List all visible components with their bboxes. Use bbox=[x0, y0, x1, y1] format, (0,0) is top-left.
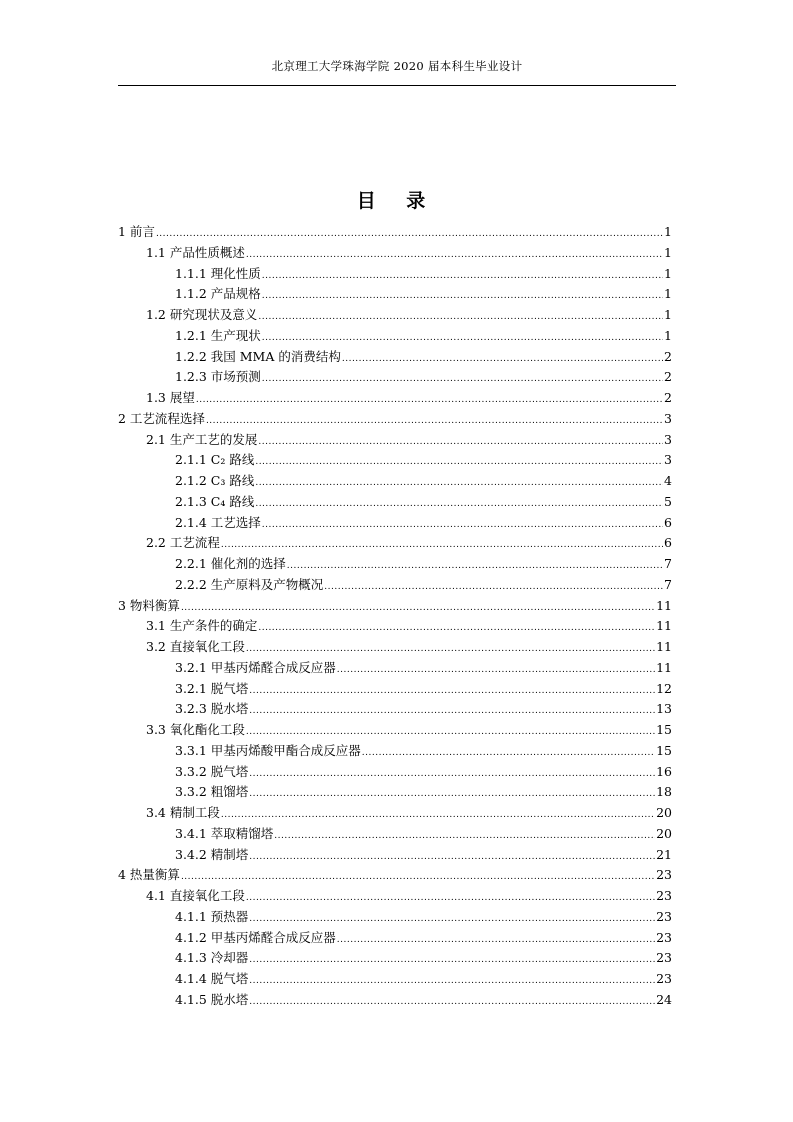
toc-dot-leader bbox=[342, 349, 663, 370]
toc-dot-leader bbox=[258, 432, 663, 453]
toc-dot-leader bbox=[249, 909, 655, 930]
toc-page-number: 23 bbox=[656, 929, 672, 945]
toc-dot-leader bbox=[246, 639, 655, 660]
toc-entry-label: 1.2.1 生产现状 bbox=[175, 327, 261, 343]
toc-page-number: 20 bbox=[656, 805, 672, 820]
toc-entry[interactable] bbox=[118, 388, 672, 409]
toc-entry[interactable] bbox=[118, 990, 672, 1011]
toc-entry[interactable] bbox=[118, 928, 672, 949]
toc-page-number: 2 bbox=[664, 369, 672, 385]
toc-entry[interactable] bbox=[118, 554, 672, 575]
toc-page-number: 7 bbox=[664, 576, 672, 592]
toc-page-number: 2 bbox=[664, 348, 672, 364]
toc-entry-label: 1 前言 bbox=[118, 224, 155, 239]
toc-dot-leader bbox=[274, 826, 655, 847]
toc-entry-label: 3.2.1 甲基丙烯醛合成反应器 bbox=[175, 659, 336, 675]
toc-dot-leader bbox=[206, 411, 663, 432]
toc-dot-leader bbox=[249, 701, 655, 722]
toc-entry[interactable] bbox=[118, 845, 672, 866]
toc-dot-leader bbox=[249, 992, 655, 1013]
toc-entry[interactable] bbox=[118, 616, 672, 637]
toc-page-number: 23 bbox=[656, 908, 672, 924]
toc-entry-label: 2.1.1 C₂ 路线 bbox=[175, 452, 255, 468]
toc-dot-leader bbox=[249, 847, 655, 868]
toc-entry-label: 1.3 展望 bbox=[146, 390, 195, 405]
toc-entry-label: 1.2 研究现状及意义 bbox=[146, 307, 258, 322]
toc-entry[interactable] bbox=[118, 679, 672, 700]
toc-page-number: 23 bbox=[656, 888, 672, 903]
toc-dot-leader bbox=[255, 473, 663, 494]
toc-dot-leader bbox=[262, 328, 663, 349]
toc-entry-label: 1.1.1 理化性质 bbox=[175, 265, 261, 281]
page-title: 目 录 bbox=[356, 190, 438, 212]
toc-page-number: 1 bbox=[664, 286, 672, 302]
toc-dot-leader bbox=[258, 618, 655, 639]
toc-entry-label: 2.1.3 C₄ 路线 bbox=[175, 493, 255, 509]
toc-entry[interactable] bbox=[118, 243, 672, 264]
toc-entry-label: 4 热量衡算 bbox=[118, 867, 180, 883]
toc-dot-leader bbox=[255, 494, 663, 515]
toc-page-number: 3 bbox=[664, 410, 672, 426]
toc-page-number: 4 bbox=[664, 473, 672, 488]
header-divider bbox=[118, 85, 676, 86]
toc-page-number: 1 bbox=[664, 224, 672, 239]
toc-dot-leader bbox=[156, 224, 663, 245]
toc-entry-label: 3 物料衡算 bbox=[118, 597, 180, 613]
toc-entry[interactable] bbox=[118, 782, 672, 803]
toc-entry-label: 3.2.3 脱水塔 bbox=[175, 701, 249, 717]
toc-page-number: 1 bbox=[664, 327, 672, 343]
toc-dot-leader bbox=[337, 660, 655, 681]
toc-entry[interactable] bbox=[118, 824, 672, 845]
toc-entry-label: 3.3 氧化酯化工段 bbox=[146, 722, 245, 737]
toc-page-number: 1 bbox=[664, 244, 672, 260]
toc-dot-leader bbox=[362, 743, 655, 764]
toc-entry-label: 3.3.2 粗馏塔 bbox=[175, 784, 249, 800]
toc-dot-leader bbox=[246, 722, 655, 743]
toc-page-number: 23 bbox=[656, 971, 672, 986]
toc-page-number: 11 bbox=[656, 618, 672, 634]
toc-entry-label: 3.4.1 萃取精馏塔 bbox=[175, 825, 274, 841]
toc-entry[interactable] bbox=[118, 492, 672, 513]
toc-entry-label: 4.1.3 冷却器 bbox=[175, 950, 249, 966]
toc-entry[interactable] bbox=[118, 762, 672, 783]
toc-entry-label: 1.2.3 市场预测 bbox=[175, 369, 261, 385]
toc-entry[interactable] bbox=[118, 326, 672, 347]
toc-entry-label: 1.2.2 我国 MMA 的消费结构 bbox=[175, 348, 341, 364]
toc-entry[interactable] bbox=[118, 948, 672, 969]
toc-page-number: 15 bbox=[656, 722, 672, 737]
toc-entry[interactable] bbox=[118, 720, 672, 741]
toc-page-number: 2 bbox=[664, 390, 672, 405]
toc-entry-label: 4.1.4 脱气塔 bbox=[175, 971, 249, 986]
toc-page-number: 15 bbox=[656, 742, 672, 758]
table-of-contents bbox=[118, 222, 672, 1011]
toc-page-number: 23 bbox=[656, 867, 672, 883]
toc-entry[interactable] bbox=[118, 367, 672, 388]
toc-entry-label: 2 工艺流程选择 bbox=[118, 410, 205, 426]
toc-page-number: 3 bbox=[664, 431, 672, 447]
toc-dot-leader bbox=[249, 784, 655, 805]
toc-entry-label: 1.1.2 产品规格 bbox=[175, 286, 261, 302]
toc-entry[interactable] bbox=[118, 865, 672, 886]
toc-page-number: 21 bbox=[656, 846, 672, 862]
toc-entry[interactable] bbox=[118, 741, 672, 762]
toc-entry[interactable] bbox=[118, 305, 672, 326]
toc-entry-label: 4.1.2 甲基丙烯醛合成反应器 bbox=[175, 929, 336, 945]
toc-dot-leader bbox=[181, 598, 655, 619]
toc-entry-label: 4.1 直接氧化工段 bbox=[146, 888, 245, 903]
toc-dot-leader bbox=[262, 266, 663, 287]
toc-dot-leader bbox=[181, 867, 655, 888]
toc-entry-label: 2.2.1 催化剂的选择 bbox=[175, 556, 286, 571]
toc-entry-label: 2.1 生产工艺的发展 bbox=[146, 431, 258, 447]
toc-entry[interactable] bbox=[118, 969, 672, 990]
toc-entry-label: 2.1.2 C₃ 路线 bbox=[175, 473, 255, 488]
toc-entry-label: 3.3.1 甲基丙烯酸甲酯合成反应器 bbox=[175, 742, 361, 758]
toc-dot-leader bbox=[246, 245, 663, 266]
toc-page-number: 11 bbox=[656, 597, 672, 613]
toc-dot-leader bbox=[287, 556, 663, 577]
toc-page-number: 13 bbox=[656, 701, 672, 717]
toc-page-number: 24 bbox=[656, 991, 672, 1007]
toc-dot-leader bbox=[221, 805, 655, 826]
toc-dot-leader bbox=[262, 515, 663, 536]
toc-dot-leader bbox=[249, 764, 655, 785]
toc-entry[interactable] bbox=[118, 575, 672, 596]
toc-dot-leader bbox=[196, 390, 663, 411]
toc-entry-label: 3.4 精制工段 bbox=[146, 805, 220, 820]
toc-dot-leader bbox=[262, 369, 663, 390]
toc-dot-leader bbox=[262, 286, 663, 307]
toc-page-number: 6 bbox=[664, 514, 672, 530]
toc-dot-leader bbox=[258, 307, 663, 328]
toc-page-number: 16 bbox=[656, 763, 672, 779]
toc-page-number: 11 bbox=[656, 659, 672, 675]
toc-dot-leader bbox=[249, 950, 655, 971]
toc-entry-label: 2.1.4 工艺选择 bbox=[175, 514, 261, 530]
toc-entry[interactable] bbox=[118, 596, 672, 617]
toc-entry-label: 2.2.2 生产原料及产物概况 bbox=[175, 576, 324, 592]
toc-page-number: 11 bbox=[656, 639, 672, 654]
toc-page-number: 23 bbox=[656, 950, 672, 966]
toc-dot-leader bbox=[255, 452, 663, 473]
toc-entry-label: 3.2.1 脱气塔 bbox=[175, 680, 249, 696]
toc-entry[interactable] bbox=[118, 803, 672, 824]
toc-dot-leader bbox=[337, 930, 655, 951]
toc-entry[interactable] bbox=[118, 658, 672, 679]
toc-dot-leader bbox=[249, 681, 655, 702]
toc-entry[interactable] bbox=[118, 471, 672, 492]
toc-entry[interactable] bbox=[118, 637, 672, 658]
toc-page-number: 12 bbox=[656, 680, 672, 696]
toc-page-number: 3 bbox=[664, 452, 672, 468]
toc-entry[interactable] bbox=[118, 886, 672, 907]
toc-entry[interactable] bbox=[118, 513, 672, 534]
toc-entry[interactable] bbox=[118, 284, 672, 305]
toc-entry[interactable] bbox=[118, 430, 672, 451]
toc-dot-leader bbox=[324, 577, 663, 598]
toc-entry-label: 3.2 直接氧化工段 bbox=[146, 639, 245, 654]
toc-page-number: 6 bbox=[664, 535, 672, 551]
toc-entry-label: 1.1 产品性质概述 bbox=[146, 244, 245, 260]
toc-page-number: 20 bbox=[656, 825, 672, 841]
toc-page-number: 1 bbox=[664, 265, 672, 281]
toc-entry-label: 3.1 生产条件的确定 bbox=[146, 618, 258, 634]
toc-dot-leader bbox=[246, 888, 655, 909]
toc-entry-label: 2.2 工艺流程 bbox=[146, 535, 220, 551]
toc-entry[interactable] bbox=[118, 264, 672, 285]
toc-dot-leader bbox=[249, 971, 655, 992]
toc-page-number: 5 bbox=[664, 493, 672, 509]
toc-entry[interactable] bbox=[118, 450, 672, 471]
toc-entry-label: 4.1.5 脱水塔 bbox=[175, 991, 249, 1007]
toc-entry-label: 4.1.1 预热器 bbox=[175, 908, 249, 924]
toc-entry[interactable] bbox=[118, 409, 672, 430]
toc-entry[interactable] bbox=[118, 222, 672, 243]
toc-page-number: 7 bbox=[664, 556, 672, 571]
toc-entry[interactable] bbox=[118, 347, 672, 368]
page-header: 北京理工大学珠海学院 2020 届本科生毕业设计 bbox=[271, 59, 523, 73]
toc-entry[interactable] bbox=[118, 907, 672, 928]
toc-page-number: 18 bbox=[656, 784, 672, 800]
toc-entry-label: 3.4.2 精制塔 bbox=[175, 846, 249, 862]
toc-page-number: 1 bbox=[664, 307, 672, 322]
toc-entry-label: 3.3.2 脱气塔 bbox=[175, 763, 249, 779]
toc-entry[interactable] bbox=[118, 533, 672, 554]
toc-dot-leader bbox=[221, 535, 663, 556]
toc-entry[interactable] bbox=[118, 699, 672, 720]
